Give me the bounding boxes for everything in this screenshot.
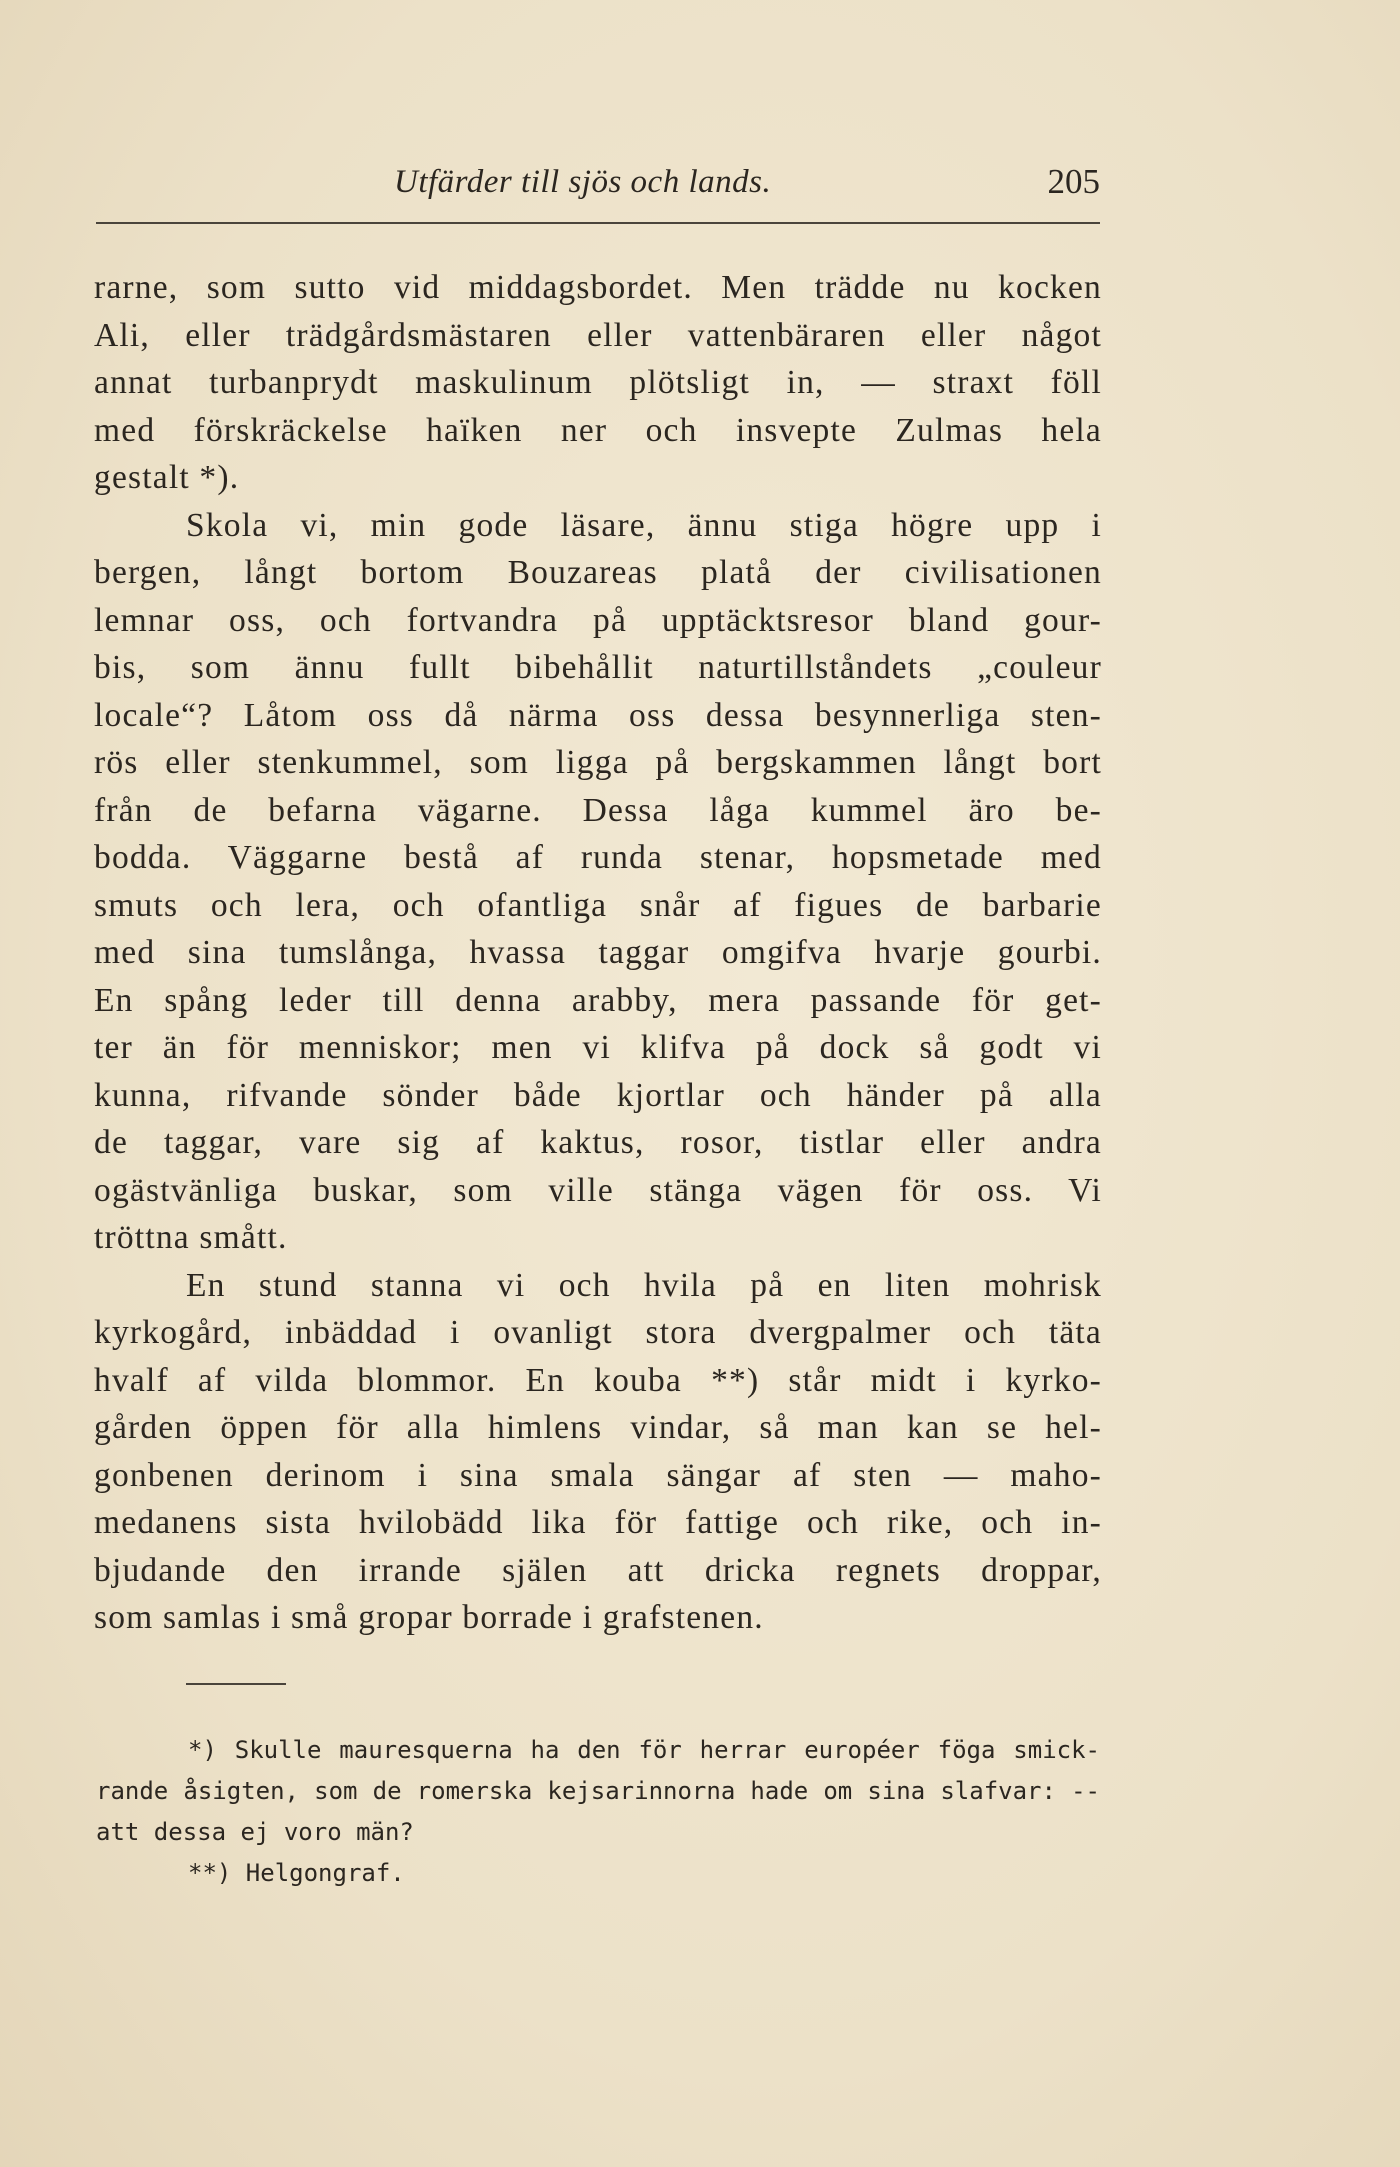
- text-line: gonbenen derinom i sina smala sängar af sten — maho-: [94, 1456, 1102, 1494]
- running-title: Utfärder till sjös och lands.: [394, 164, 772, 200]
- text-line: som samlas i små gropar borrade i grafstenen.: [94, 1599, 764, 1636]
- text-line: med sina tumslånga, hvassa taggar omgifva hvarje gourbi.: [94, 934, 1102, 971]
- text-line: medanens sista hvilobädd lika för fattige och rike, och in-: [94, 1504, 1102, 1541]
- header-rule: [96, 222, 1100, 224]
- text-line: ogästvänliga buskar, som ville stänga vägen för oss. Vi: [94, 1171, 1102, 1209]
- text-line: kyrkogård, inbäddad i ovanligt stora dvergpalmer och täta: [94, 1314, 1102, 1351]
- text-line: med förskräckelse haïken ner och insvepte Zulmas hela: [94, 411, 1102, 449]
- text-line: de taggar, vare sig af kaktus, rosor, tistlar eller andra: [94, 1124, 1102, 1161]
- page-header: [96, 158, 1100, 208]
- text-line: bis, som ännu fullt bibehållit naturtillståndets „couleur: [94, 649, 1102, 686]
- text-line: ter än för menniskor; men vi klifva på dock så godt vi: [94, 1029, 1102, 1066]
- paragraph-start-line: Skola vi, min gode läsare, ännu stiga högre upp i: [186, 506, 1102, 544]
- footnote-line: *) Skulle mauresquerna ha den för herrar européer föga smick-: [188, 1736, 1100, 1764]
- text-line: rös eller stenkummel, som ligga på bergskammen långt bort: [94, 744, 1102, 781]
- text-line: bergen, långt bortom Bouzareas platå der civilisationen: [94, 554, 1102, 591]
- text-line: Ali, eller trädgårdsmästaren eller vattenbäraren eller något: [94, 316, 1102, 354]
- footnote-line: att dessa ej voro män?: [96, 1818, 414, 1846]
- text-line: annat turbanprydt maskulinum plötsligt in, — straxt föll: [94, 364, 1102, 401]
- text-line: locale“? Låtom oss då närma oss dessa besynnerliga sten-: [94, 696, 1102, 734]
- paragraph-start-line: En stund stanna vi och hvila på en liten mohrisk: [186, 1266, 1102, 1304]
- footnote-line: **) Helgongraf.: [188, 1859, 405, 1887]
- text-line: gestalt *).: [94, 459, 240, 496]
- text-line: bodda. Väggarne bestå af runda stenar, hopsmetade med: [94, 839, 1102, 876]
- text-line: En spång leder till denna arabby, mera passande för get-: [94, 981, 1102, 1019]
- text-line: bjudande den irrande själen att dricka regnets droppar,: [94, 1551, 1102, 1589]
- page-number: 205: [1047, 162, 1100, 201]
- footnote-line: rande åsigten, som de romerska kejsarinnorna hade om sina slafvar: --: [96, 1777, 1100, 1805]
- body-text: [94, 264, 1102, 1642]
- footnotes: [96, 1730, 1100, 1894]
- footnote-rule: [186, 1683, 286, 1685]
- text-line: lemnar oss, och fortvandra på upptäcktsresor bland gour-: [94, 601, 1102, 639]
- text-line: tröttna smått.: [94, 1219, 288, 1256]
- text-line: kunna, rifvande sönder både kjortlar och händer på alla: [94, 1076, 1102, 1114]
- text-line: från de befarna vägarne. Dessa låga kummel äro be-: [94, 791, 1102, 829]
- text-line: smuts och lera, och ofantliga snår af figues de barbarie: [94, 886, 1102, 924]
- text-line: gården öppen för alla himlens vindar, så man kan se hel-: [94, 1409, 1102, 1446]
- text-line: rarne, som sutto vid middagsbordet. Men trädde nu kocken: [94, 269, 1102, 306]
- text-line: hvalf af vilda blommor. En kouba **) står midt i kyrko-: [94, 1361, 1102, 1399]
